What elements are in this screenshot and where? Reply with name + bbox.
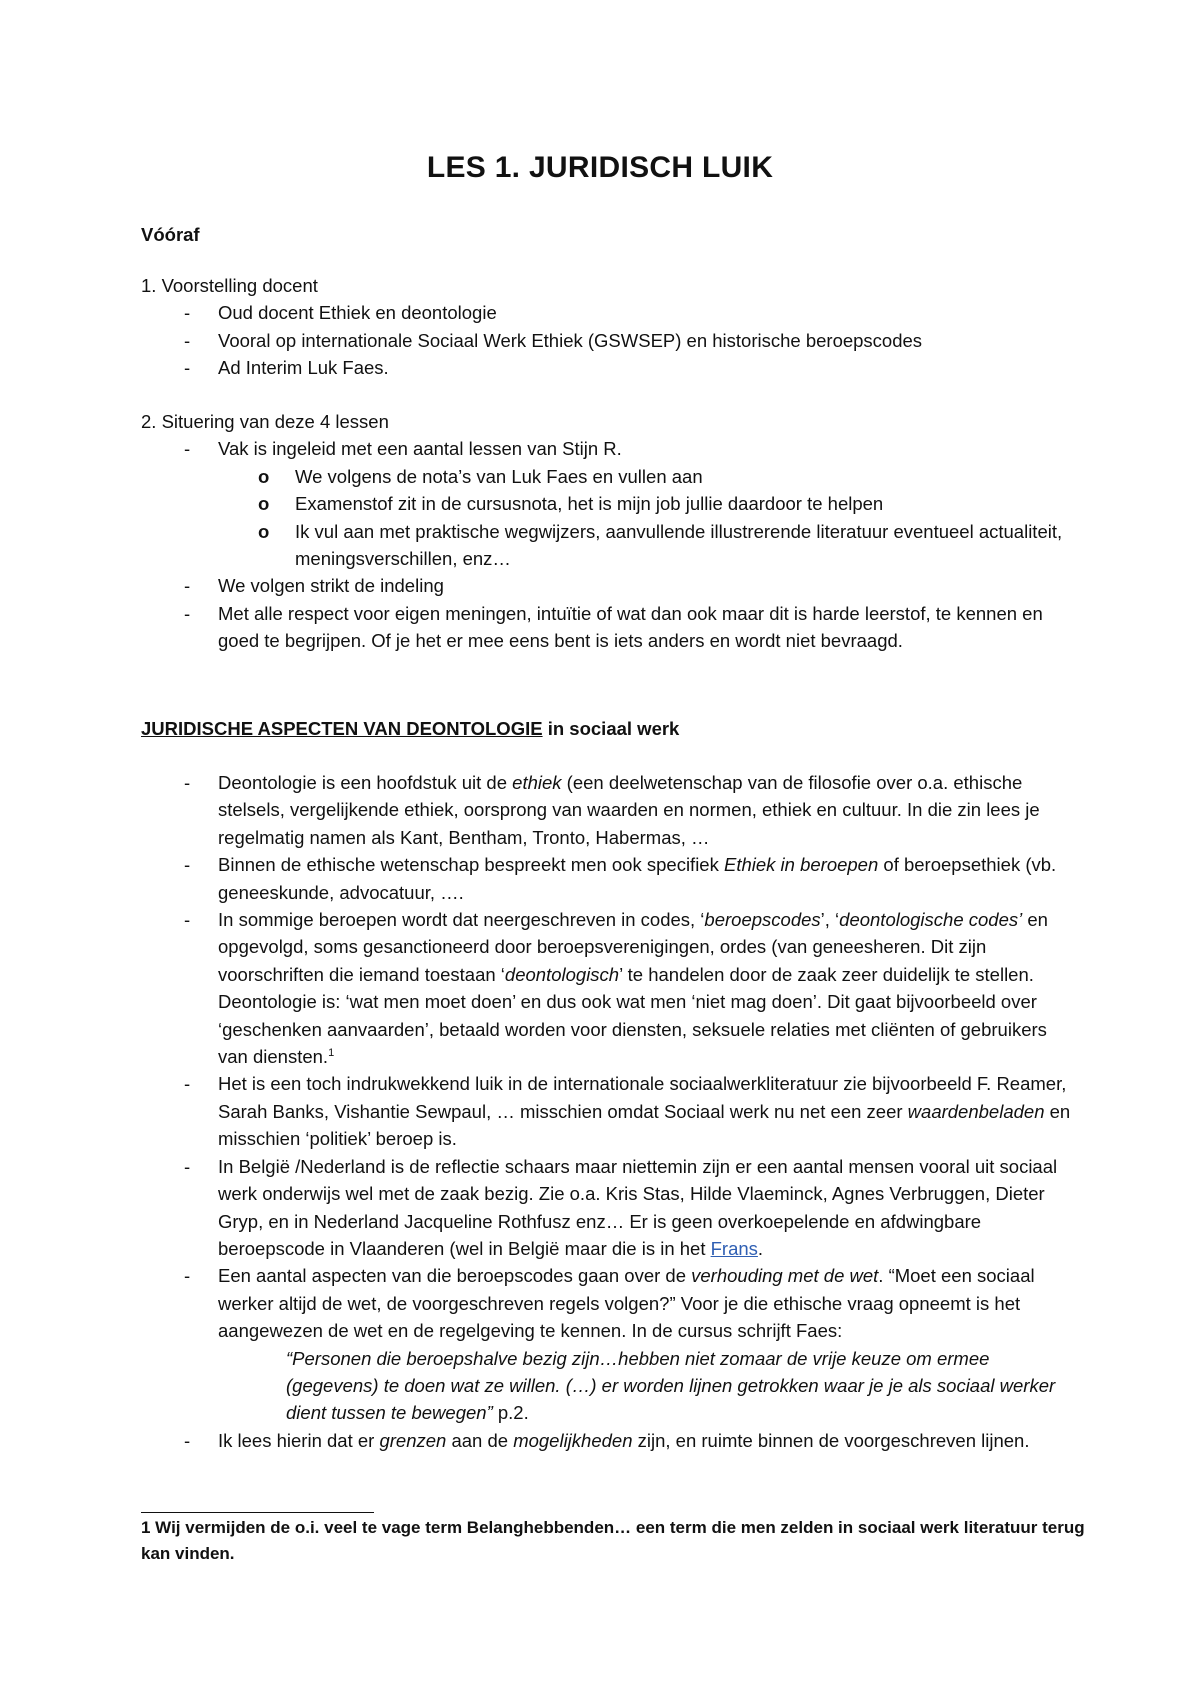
frans-link[interactable]: Frans — [710, 1237, 758, 1259]
faes-quote — [218, 1345, 1081, 1427]
section-juridisch — [141, 769, 1081, 1454]
emphasis: grenzen — [379, 1429, 447, 1451]
dash-bullet: - — [184, 772, 191, 793]
list-item — [141, 299, 1081, 326]
dash-bullet: - — [184, 602, 191, 624]
text: en opgevolgd, soms gesanctioneerd door beroepsverenigingen, ordes (van geneesheren. Dit zijn voorschriften die iemand toestaan ‘ — [218, 909, 1048, 985]
text: Een aantal aspecten van die beroepscodes gaan over de — [218, 1265, 692, 1287]
emphasis: mogelijkheden — [513, 1429, 633, 1451]
emphasis: deontologische codes’ — [839, 909, 1023, 931]
emphasis: waardenbeladen — [907, 1100, 1045, 1122]
list-item — [141, 572, 1081, 599]
dash-bullet: - — [184, 1155, 191, 1177]
list-item-text: Vooral op internationale Sociaal Werk Ethiek (GSWSEP) en historische beroepscodes — [218, 329, 923, 351]
list-item — [141, 600, 1081, 655]
list-item — [141, 1153, 1081, 1263]
list-item-text: Ad Interim Luk Faes. — [218, 357, 389, 379]
section2-list — [141, 435, 1081, 654]
list-item — [141, 1070, 1081, 1152]
text: Het is een toch indrukwekkend luik in de internationale sociaalwerkliteratuur zie bijvoorbeeld F. Reamer, Sarah Banks, Vishantie Sewpaul, … misschien omdat Sociaal werk nu net een zeer — [218, 1073, 1067, 1122]
sublist-item-text: Ik vul aan met praktische wegwijzers, aanvullende illustrerende literatuur eventueel actualiteit, meningsverschillen, enz… — [295, 520, 1063, 570]
dash-bullet: - — [184, 357, 191, 379]
sublist-item-text: Examenstof zit in de cursusnota, het is mijn job jullie daardoor te helpen — [295, 493, 884, 515]
circle-bullet-icon: o — [258, 493, 270, 515]
text: In sommige beroepen wordt dat neergeschreven in codes, ‘ — [218, 909, 705, 931]
sublist-item — [218, 463, 1081, 490]
list-item — [141, 354, 1081, 381]
section1-list — [141, 299, 1081, 381]
list-item-text: We volgen strikt de indeling — [218, 575, 444, 597]
text: Deontologie is een hoofdstuk uit de — [218, 772, 513, 793]
sublist-item-text: We volgens de nota’s van Luk Faes en vullen aan — [295, 465, 703, 487]
sublist-item — [218, 490, 1081, 517]
text: (een deelwetenschap van de filosofie over o.a. ethische stelsels, vergelijkende ethiek, oorsprong van waarden en normen, ethiek en cultuur. In die zin lees je regelmatig namen als Kant, Bentham, Tronto, Habermas, … — [218, 772, 1040, 848]
juridische-aspecten-heading — [141, 715, 1041, 742]
vooraf-heading: Vóóraf — [141, 224, 200, 245]
list-item-text: Oud docent Ethiek en deontologie — [218, 302, 497, 324]
list-item — [141, 435, 1081, 572]
dash-bullet: - — [184, 438, 191, 460]
text: ’ te handelen door de zaak zeer duidelijk te stellen. Deontologie is: ‘wat men moet doen’ en dus ook wat men ‘niet mag doen’. Dit gaat bijvoorbeeld over ‘geschenken aanvaarden’, betaald worden voor diensten, seksuele relaties met cliënten of gebruikers van diensten. — [218, 963, 1047, 1068]
dash-bullet: - — [184, 575, 191, 597]
emphasis: ethiek — [512, 772, 562, 793]
footnote-separator — [141, 1512, 374, 1513]
section1-heading: 1. Voorstelling docent — [141, 275, 318, 296]
text: . “Moet een sociaal werker altijd de wet, de voorgeschreven regels volgen?” Voor je die ethische vraag opneemt is het aangewezen de wet en de regelgeving te kennen. In de cursus schrijft Faes: — [218, 1265, 1035, 1342]
list-item — [141, 906, 1081, 1070]
text: Binnen de ethische wetenschap bespreekt men ook specifiek — [218, 854, 724, 876]
dash-bullet: - — [184, 1265, 191, 1287]
list-item — [141, 769, 1081, 851]
emphasis: verhouding met de wet — [691, 1265, 879, 1287]
text: Ik lees hierin dat er — [218, 1429, 380, 1451]
circle-bullet-icon: o — [258, 520, 270, 542]
footnote: 1 Wij vermijden de o.i. veel te vage term Belanghebbenden… een term die men zelden in sociaal werk literatuur terug kan vinden. — [141, 1518, 1085, 1563]
text: ’, ‘ — [820, 909, 840, 931]
list-item — [141, 1427, 1081, 1454]
list-item — [141, 1262, 1081, 1426]
heading-tail: in sociaal werk — [542, 718, 680, 739]
text: en misschien ‘politiek’ beroep is. — [218, 1100, 1071, 1150]
dash-bullet: - — [184, 909, 191, 931]
sublist-item — [218, 518, 1081, 573]
heading-underlined: JURIDISCHE ASPECTEN VAN DEONTOLOGIE — [141, 718, 543, 739]
quote-text: “Personen die beroepshalve bezig zijn…hebben niet zomaar de vrije keuze om ermee (gegevens) te doen wat ze willen. (…) er worden lijnen getrokken waar je je als sociaal werker dient tussen te bewegen” — [286, 1347, 1056, 1424]
text: of beroepsethiek (vb. geneeskunde, advocatuur, …. — [218, 854, 1057, 903]
list-item-text: Met alle respect voor eigen meningen, intuïtie of wat dan ook maar dit is harde leerstof, te kennen en goed te begrijpen. Of je het er mee eens bent is iets anders en wordt niet bevraagd. — [218, 602, 1043, 652]
dash-bullet: - — [184, 854, 191, 876]
dash-bullet: - — [184, 302, 191, 324]
emphasis: deontologisch — [504, 963, 620, 985]
circle-bullet-icon: o — [258, 465, 270, 487]
list-item — [141, 327, 1081, 354]
emphasis: beroepscodes — [704, 909, 821, 931]
text: . — [757, 1237, 764, 1259]
text: In België /Nederland is de reflectie schaars maar niettemin zijn er een aantal mensen vooral uit sociaal werk onderwijs wel met de zaak bezig. Zie o.a. Kris Stas, Hilde Vlaeminck, Agnes Verbruggen, Dieter Gryp, en in Nederland Jacqueline Rothfusz enz… Er is geen overkoepelende en afdwingbare beroepscode in Vlaanderen (wel in België maar die is in het — [218, 1155, 1058, 1259]
footnote-ref[interactable]: 1 — [328, 1046, 335, 1059]
dash-bullet: - — [184, 1429, 191, 1451]
juridisch-list — [141, 769, 1081, 1454]
section-voorstelling — [141, 272, 1081, 382]
section2-heading: 2. Situering van deze 4 lessen — [141, 411, 389, 432]
text: zijn, en ruimte binnen de voorgeschreven lijnen. — [632, 1429, 1030, 1451]
text: aan de — [446, 1429, 514, 1451]
page-title: LES 1. JURIDISCH LUIK — [426, 151, 774, 184]
section-situering — [141, 408, 1081, 655]
list-item — [141, 851, 1081, 906]
sublist — [218, 463, 1081, 573]
quote-page: p.2. — [492, 1402, 529, 1424]
emphasis: Ethiek in beroepen — [723, 854, 879, 876]
dash-bullet: - — [184, 329, 191, 351]
list-item-text: Vak is ingeleid met een aantal lessen van Stijn R. — [218, 438, 622, 460]
dash-bullet: - — [184, 1073, 191, 1095]
